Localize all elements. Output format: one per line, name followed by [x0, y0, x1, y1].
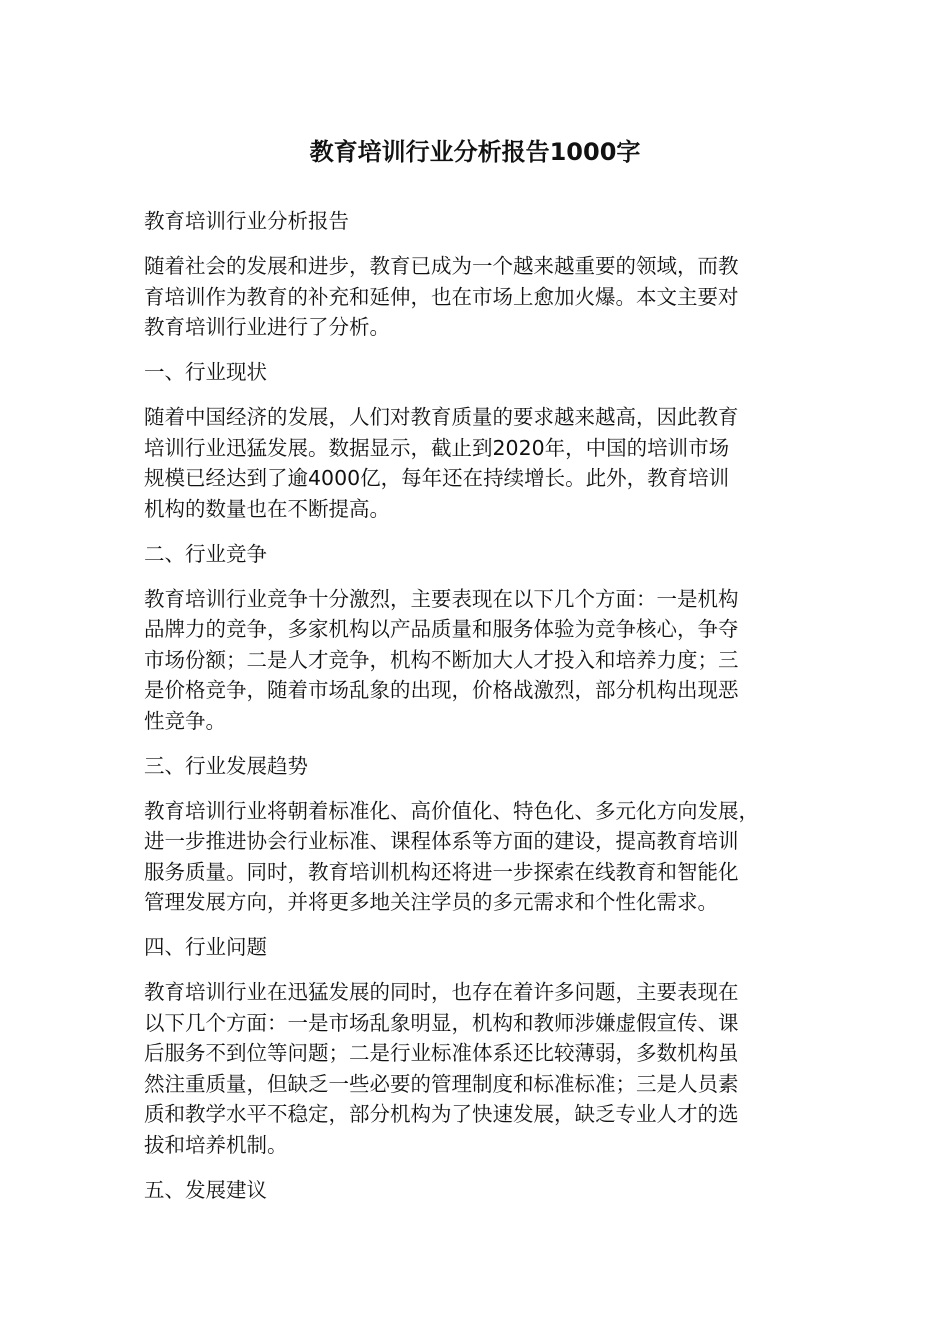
- paragraph-competition: 教育培训行业竞争十分激烈，主要表现在以下几个方面：一是机构 品牌力的竞争，多家机构以产品质量和服务体验为竞争核心，争夺 市场份额；二是人才竞争，机构不断加大人才投入和培养力度；三 是价格竞争，随着市场乱象的出现，价格战激烈，部分机构出现恶 性竞争。: [144, 586, 739, 733]
- paragraph-trends: 教育培训行业将朝着标准化、高价值化、特色化、多元化方向发展， 进一步推进协会行业标准、课程体系等方面的建设，提高教育培训 服务质量。同时，教育培训机构还将进一步探索在线教育和智能化 管理发展方向，并将更多地关注学员的多元需求和个性化需求。: [144, 798, 759, 914]
- paragraph-status: 随着中国经济的发展，人们对教育质量的要求越来越高，因此教育 培训行业迅猛发展。数据显示，截止到2020年，中国的培训市场 规模已经达到了逾4000亿，每年还在持续增长。此外，教育培训 机构的数量也在不断提高。: [144, 405, 739, 521]
- section-heading-suggestions: 五、发展建议: [144, 1177, 267, 1202]
- section-heading-competition: 二、行业竞争: [144, 541, 267, 566]
- section-heading-trends: 三、行业发展趋势: [144, 753, 308, 778]
- document-title: 教育培训行业分析报告1000字: [309, 138, 641, 166]
- paragraph-report-heading: 教育培训行业分析报告: [144, 209, 349, 233]
- paragraph-intro: 随着社会的发展和进步，教育已成为一个越来越重要的领域，而教 育培训作为教育的补充和延伸，也在市场上愈加火爆。本文主要对 教育培训行业进行了分析。: [144, 254, 739, 339]
- document-body: [144, 206, 812, 1220]
- paragraph-problems: 教育培训行业在迅猛发展的同时，也存在着许多问题，主要表现在 以下几个方面：一是市场乱象明显，机构和教师涉嫌虚假宣传、课 后服务不到位等问题；二是行业标准体系还比较薄弱，多数机构虽 然注重质量，但缺乏一些必要的管理制度和标准标准；三是人员素 质和教学水平不稳定，部分机构为了快速发展，缺乏专业人才的选 拔和培养机制。: [144, 980, 739, 1157]
- section-heading-problems: 四、行业问题: [144, 935, 267, 959]
- section-heading-status: 一、行业现状: [144, 360, 267, 384]
